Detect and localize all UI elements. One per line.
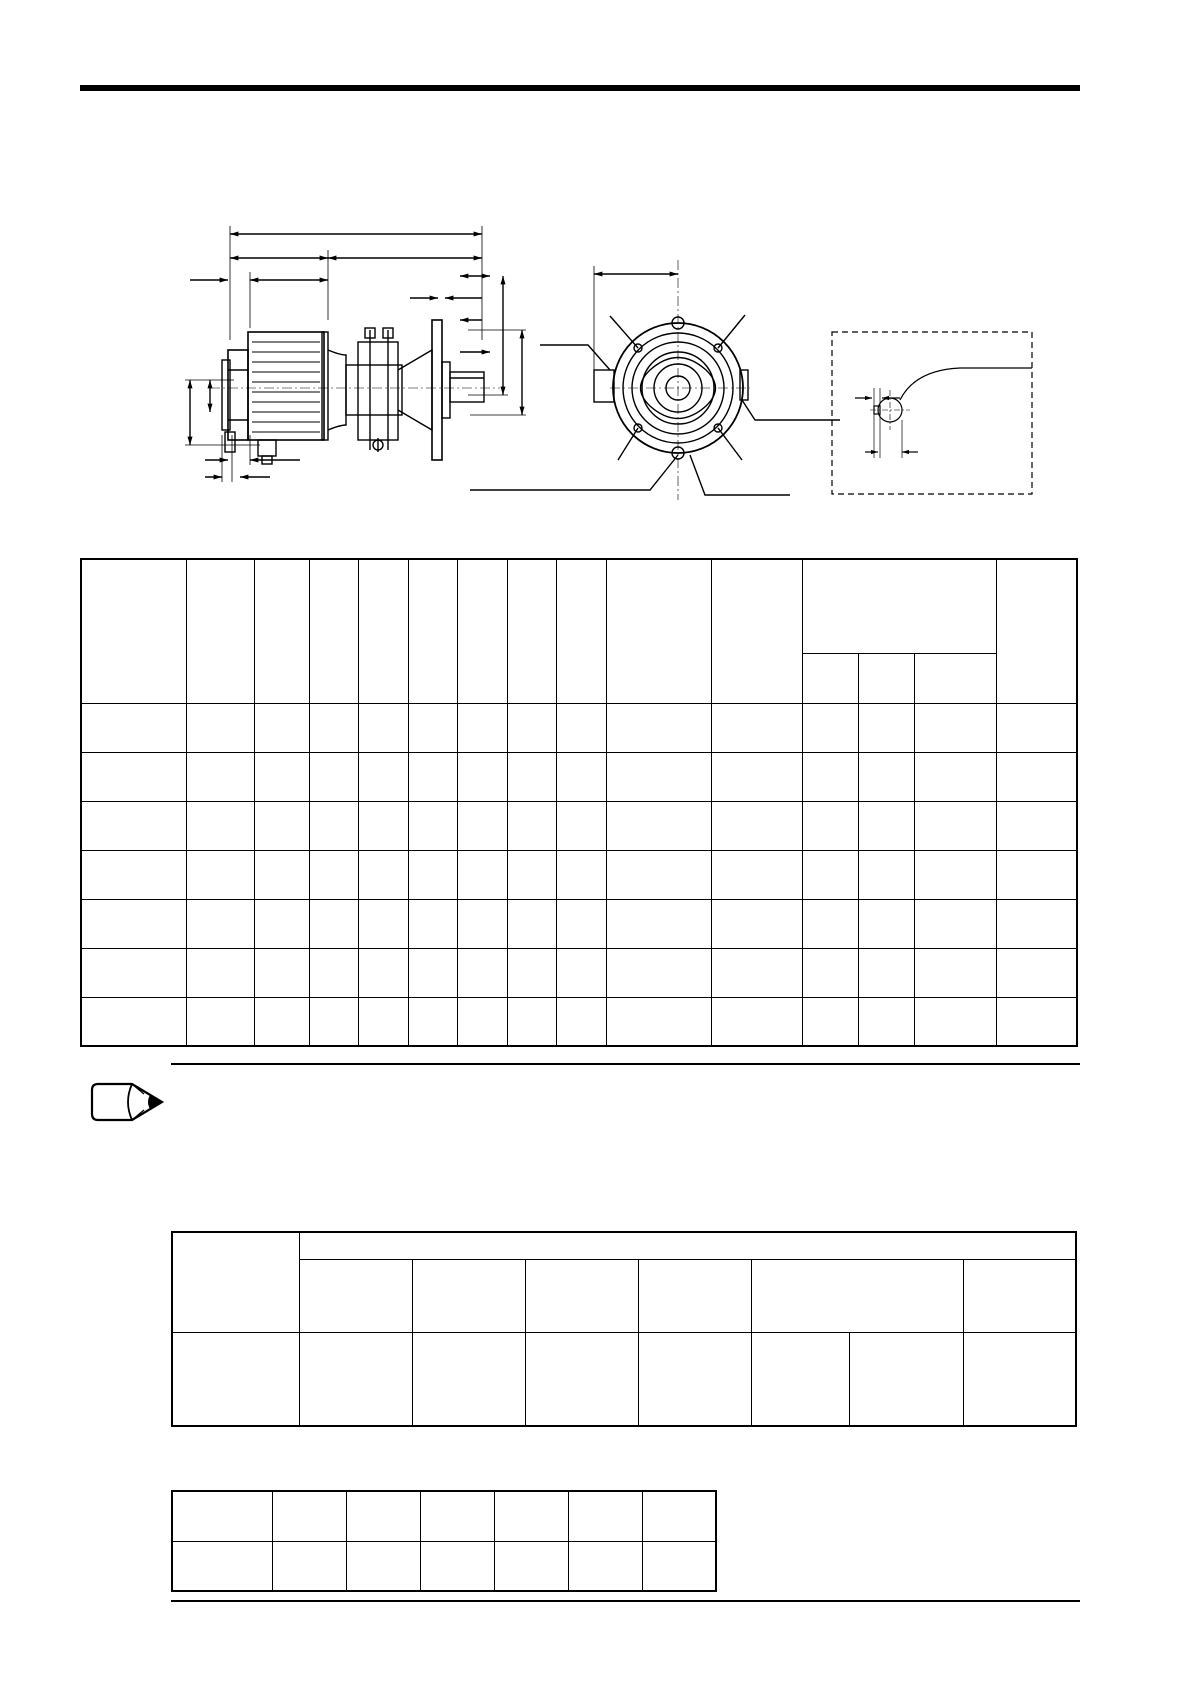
table-row [81, 703, 1077, 752]
header-cell [254, 559, 309, 703]
subheader-cell [525, 1259, 638, 1332]
header-rule [80, 85, 1080, 91]
table-row [81, 850, 1077, 899]
header-cell [81, 559, 186, 703]
header-cell [172, 1232, 299, 1332]
header-cell [711, 559, 802, 703]
subheader-cell [914, 653, 996, 703]
table-row [81, 801, 1077, 850]
subheader-cell [299, 1259, 412, 1332]
subheader-cell [963, 1259, 1076, 1332]
table-row [172, 1332, 1076, 1426]
pencil-note-icon [86, 1080, 168, 1124]
header-cell [309, 559, 358, 703]
header-cell [457, 559, 507, 703]
header-cell [996, 559, 1077, 703]
dimension-table-mid [171, 1231, 1077, 1427]
header-group-cell [299, 1232, 1076, 1259]
dimension-table-small [171, 1490, 717, 1592]
subheader-cell [802, 653, 858, 703]
dimension-table-main [80, 558, 1078, 1047]
header-group-cell [802, 559, 996, 653]
header-cell [358, 559, 408, 703]
subheader-cell [858, 653, 914, 703]
table-row [172, 1491, 716, 1541]
table-row [81, 899, 1077, 948]
dimension-drawing [170, 220, 1040, 500]
footer-rule [171, 1600, 1080, 1602]
header-cell [408, 559, 457, 703]
shaft-end-detail [832, 332, 1032, 494]
table-row [81, 997, 1077, 1046]
header-cell [556, 559, 606, 703]
header-cell [606, 559, 711, 703]
subheader-cell [638, 1259, 751, 1332]
table-row [172, 1541, 716, 1591]
table-row [81, 948, 1077, 997]
table-row [81, 752, 1077, 801]
subheader-cell [412, 1259, 525, 1332]
flange-front-view [470, 260, 840, 500]
header-cell [507, 559, 556, 703]
subheader-cell [751, 1259, 963, 1332]
header-cell [186, 559, 254, 703]
motor-side-view [185, 226, 526, 482]
note-rule [171, 1063, 1080, 1065]
